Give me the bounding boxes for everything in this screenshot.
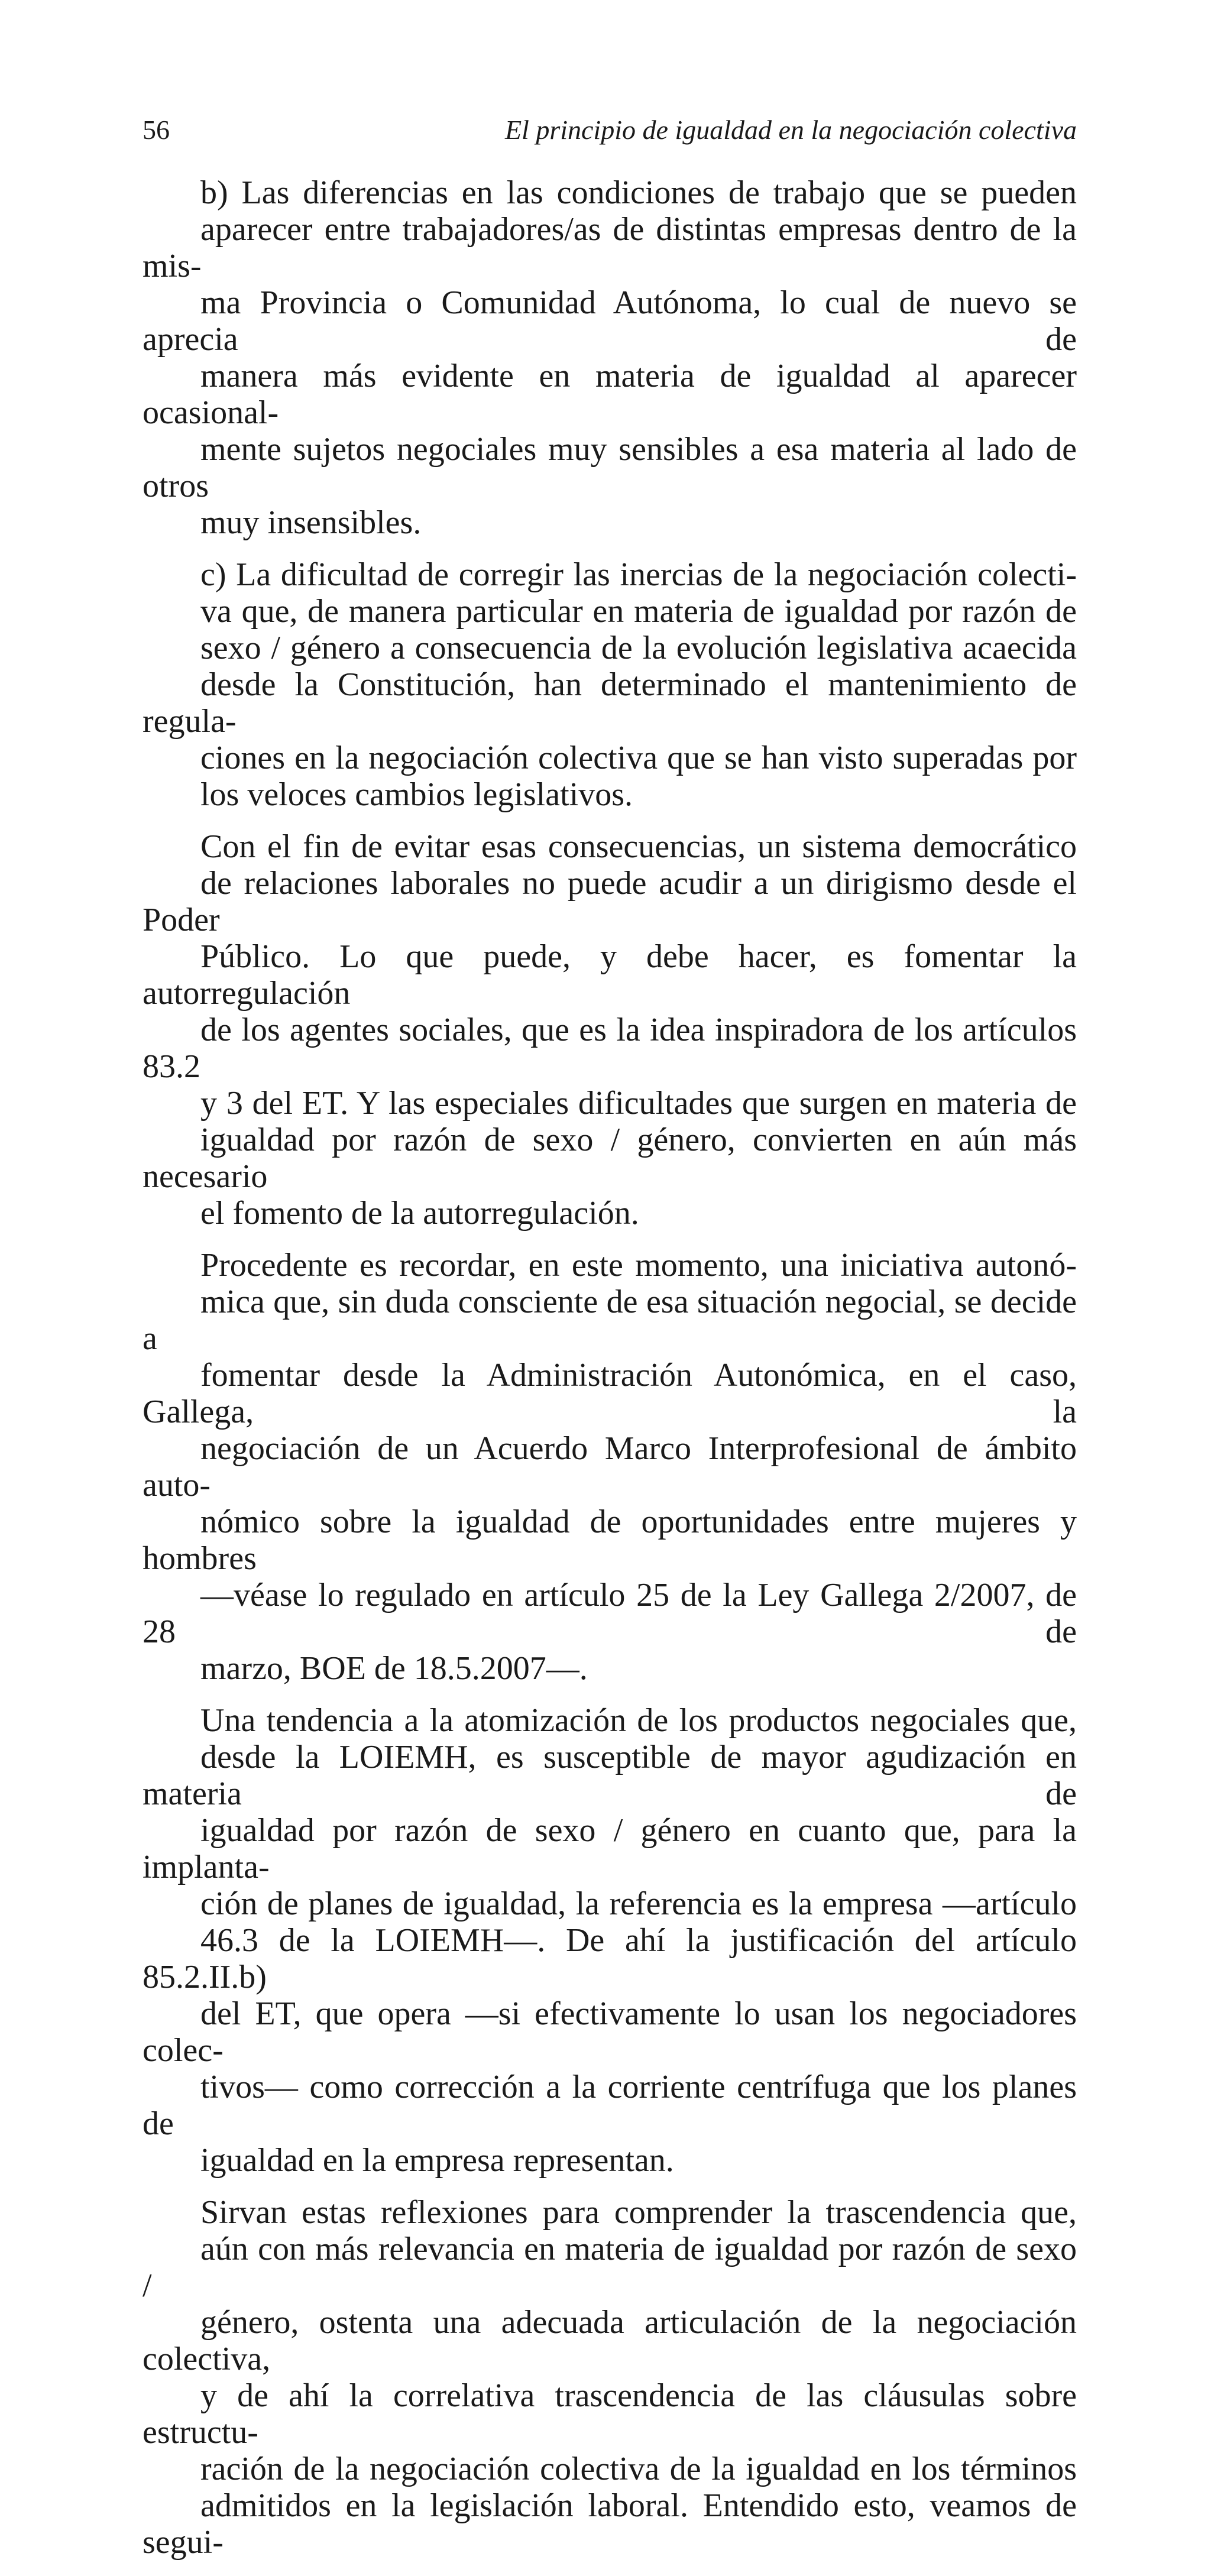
- text-line: 46.3 de la LOIEMH—. De ahí la justificación del artículo 85.2.II.b): [143, 1922, 1077, 1995]
- text-line: desde la Constitución, han determinado el mantenimiento de regula-: [143, 666, 1077, 740]
- text-line: mica que, sin duda consciente de esa situación negocial, se decide a: [143, 1284, 1077, 1357]
- text-line: de relaciones laborales no puede acudir a un dirigismo desde el Poder: [143, 865, 1077, 938]
- text-line: admitidos en la legislación laboral. Entendido esto, veamos de segui-: [143, 2487, 1077, 2561]
- text-line: negociación de un Acuerdo Marco Interprofesional de ámbito auto-: [143, 1430, 1077, 1504]
- text-line: tivos— como corrección a la corriente centrífuga que los planes de: [143, 2069, 1077, 2142]
- text-line: va que, de manera particular en materia de igualdad por razón de: [200, 593, 1077, 630]
- text-line: —véase lo regulado en artículo 25 de la Ley Gallega 2/2007, de 28 de: [143, 1577, 1077, 1650]
- text-line: Una tendencia a la atomización de los productos negociales que,: [200, 1702, 1077, 1739]
- text-line: igualdad por razón de sexo / género en cuanto que, para la implanta-: [143, 1812, 1077, 1885]
- running-head: [143, 112, 1077, 148]
- text-line: igualdad en la empresa representan.: [200, 2142, 674, 2179]
- text-line: Sirvan estas reflexiones para comprender la trascendencia que,: [200, 2194, 1077, 2231]
- text-line: muy insensibles.: [200, 504, 422, 541]
- body-text: [143, 174, 1077, 2576]
- text-line: aparecer entre trabajadores/as de distintas empresas dentro de la mis-: [143, 211, 1077, 284]
- text-line: y de ahí la correlativa trascendencia de las cláusulas sobre estructu-: [143, 2377, 1077, 2451]
- text-line: ción de planes de igualdad, la referencia es la empresa —artículo: [200, 1885, 1077, 1922]
- text-line: ma Provincia o Comunidad Autónoma, lo cual de nuevo se aprecia de: [143, 284, 1077, 358]
- text-line: aún con más relevancia en materia de igualdad por razón de sexo /: [143, 2231, 1077, 2304]
- text-line: de los agentes sociales, que es la idea inspiradora de los artículos 83.2: [143, 1012, 1077, 1085]
- text-line: nómico sobre la igualdad de oportunidades entre mujeres y hombres: [143, 1504, 1077, 1577]
- text-line: Con el fin de evitar esas consecuencias, un sistema democrático: [200, 828, 1077, 865]
- paragraph: [143, 174, 1077, 541]
- running-title: El principio de igualdad en la negociación colectiva: [504, 115, 1077, 145]
- text-line: género, ostenta una adecuada articulación de la negociación colectiva,: [143, 2304, 1077, 2377]
- text-line: desde la LOIEMH, es susceptible de mayor agudización en materia de: [143, 1739, 1077, 1812]
- text-line: igualdad por razón de sexo / género, convierten en aún más necesario: [143, 1122, 1077, 1195]
- text-line: sexo / género a consecuencia de la evolución legislativa acaecida: [200, 630, 1077, 666]
- text-line: ciones en la negociación colectiva que se han visto superadas por: [200, 740, 1077, 776]
- text-line: y 3 del ET. Y las especiales dificultades que surgen en materia de: [200, 1085, 1077, 1122]
- paragraph: [143, 1247, 1077, 1687]
- text-line: Procedente es recordar, en este momento, una iniciativa autonó-: [200, 1247, 1077, 1284]
- text-line: los veloces cambios legislativos.: [200, 776, 633, 813]
- paragraph: [143, 1702, 1077, 2179]
- text-line: b) Las diferencias en las condiciones de trabajo que se pueden: [200, 174, 1077, 211]
- text-line: manera más evidente en materia de igualdad al aparecer ocasional-: [143, 358, 1077, 431]
- text-line: Público. Lo que puede, y debe hacer, es fomentar la autorregulación: [143, 938, 1077, 1012]
- page-number: 56: [143, 115, 170, 145]
- text-line: el fomento de la autorregulación.: [200, 1195, 639, 1232]
- paragraph: [143, 2194, 1077, 2561]
- text-line: ración de la negociación colectiva de la igualdad en los términos: [200, 2451, 1077, 2487]
- text-line: mente sujetos negociales muy sensibles a esa materia al lado de otros: [143, 431, 1077, 504]
- text-line: fomentar desde la Administración Autonómica, en el caso, Gallega, la: [143, 1357, 1077, 1430]
- text-line: marzo, BOE de 18.5.2007—.: [200, 1650, 588, 1687]
- paragraph: [143, 556, 1077, 813]
- book-page: [143, 0, 1077, 2561]
- text-line: del ET, que opera —si efectivamente lo usan los negociadores colec-: [143, 1995, 1077, 2069]
- text-line: c) La dificultad de corregir las inercias de la negociación colecti-: [200, 556, 1077, 593]
- paragraph: [143, 828, 1077, 1232]
